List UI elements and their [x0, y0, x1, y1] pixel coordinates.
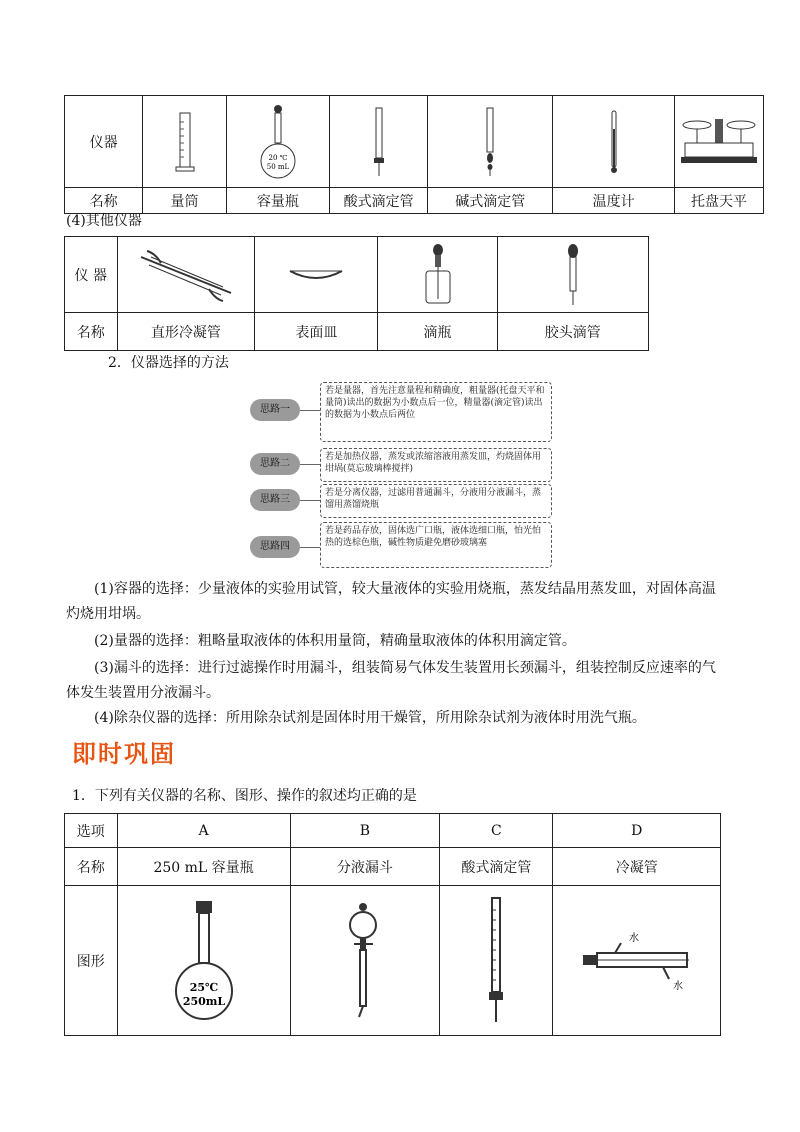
option-name: 冷凝管	[553, 848, 721, 886]
flow-connector	[300, 547, 320, 548]
thermometer-icon	[607, 109, 621, 175]
dropper-bottle-cell	[378, 237, 497, 313]
paragraph-2: (2)量器的选择：粗略量取液体的体积用量筒，精确量取液体的体积用滴定管。	[94, 633, 576, 649]
acid-burette-cell	[330, 96, 428, 188]
flow-connector	[300, 410, 320, 411]
paragraph-1-line-1: (1)容器的选择：少量液体的实验用试管，较大量液体的实验用烧瓶，蒸发结晶用蒸发皿，对固体高温	[94, 581, 716, 597]
flow-label: 思路一	[250, 399, 300, 421]
row-label-figure: 图形	[65, 886, 118, 1036]
option-letter: A	[117, 814, 290, 848]
base-burette-cell	[428, 96, 553, 188]
paragraph-1-line-2: 灼烧用坩埚。	[66, 606, 150, 622]
condenser-icon	[131, 245, 241, 305]
svg-text:25℃: 25℃	[189, 980, 218, 994]
instrument-table-2	[64, 236, 649, 351]
instrument-name: 碱式滴定管	[428, 188, 553, 214]
instrument-name: 量筒	[143, 188, 226, 214]
instrument-name: 温度计	[553, 188, 675, 214]
svg-text:250mL: 250mL	[182, 994, 225, 1008]
question-text: 1．下列有关仪器的名称、图形、操作的叙述均正确的是	[72, 788, 417, 804]
acid-burette-icon	[369, 106, 389, 178]
flow-box: 若是量器，首先注意量程和精确度，粗量器(托盘天平和量筒)读出的数据为小数点后一位，精量器(滴定管)读出的数据为小数点后两位	[320, 382, 552, 442]
volumetric-flask-icon	[169, 899, 239, 1023]
paragraph-3-line-1: (3)漏斗的选择：进行过滤操作时用漏斗，组装简易气体发生装置用长颈漏斗，组装控制反应速率的气	[94, 660, 716, 676]
instrument-name: 胶头滴管	[497, 313, 648, 351]
svg-text:20 ℃: 20 ℃	[268, 153, 288, 162]
graduated-cylinder-icon	[170, 107, 200, 177]
svg-text:水: 水	[628, 932, 639, 944]
question-table	[64, 813, 721, 1036]
paragraph-3-line-2: 体发生装置用分液漏斗。	[66, 685, 220, 701]
option-name: 250 mL 容量瓶	[117, 848, 290, 886]
balance-icon	[679, 115, 759, 169]
row-label-name: 名称	[65, 848, 118, 886]
section2-title: 2．仪器选择的方法	[108, 355, 229, 371]
figure-cell-b	[290, 886, 440, 1036]
option-name: 分液漏斗	[290, 848, 440, 886]
flow-label: 思路四	[250, 536, 300, 558]
watch-glass-icon	[286, 265, 346, 285]
condenser-icon	[577, 921, 697, 1001]
instrument-name: 酸式滴定管	[330, 188, 428, 214]
flow-connector	[300, 464, 320, 465]
dropper-icon	[563, 243, 583, 307]
paragraph-4: (4)除杂仪器的选择：所用除杂试剂是固体时用干燥管，所用除杂试剂为液体时用洗气瓶。	[94, 710, 646, 726]
instrument-name: 托盘天平	[675, 188, 764, 214]
acid-burette-icon	[481, 896, 511, 1026]
dropper-cell	[497, 237, 648, 313]
instrument-name: 容量瓶	[226, 188, 329, 214]
figure-cell-d	[553, 886, 721, 1036]
base-burette-icon	[480, 106, 500, 178]
flow-label: 思路二	[250, 453, 300, 475]
instrument-table-1	[64, 95, 764, 214]
option-name: 酸式滴定管	[440, 848, 553, 886]
section4-title: (4)其他仪器	[66, 213, 142, 229]
row-label-name: 名称	[65, 188, 143, 214]
row-label-name: 名称	[65, 313, 118, 351]
flow-box: 若是分离仪器，过滤用普通漏斗，分液用分液漏斗，蒸馏用蒸馏烧瓶	[320, 484, 552, 518]
row-label-instrument: 仪 器	[65, 237, 118, 313]
figure-cell-a	[117, 886, 290, 1036]
instrument-name: 直形冷凝管	[117, 313, 255, 351]
balance-cell	[675, 96, 764, 188]
graduated-cylinder-cell	[143, 96, 226, 188]
volumetric-flask-cell	[226, 96, 329, 188]
option-letter: C	[440, 814, 553, 848]
figure-cell-c	[440, 886, 553, 1036]
svg-text:50 mL: 50 mL	[266, 162, 290, 171]
row-label-instrument: 仪器	[65, 96, 143, 188]
option-letter: D	[553, 814, 721, 848]
watch-glass-cell	[255, 237, 378, 313]
row-label-option: 选项	[65, 814, 118, 848]
section-banner: 即时巩固	[72, 740, 176, 768]
flow-label: 思路三	[250, 489, 300, 511]
option-letter: B	[290, 814, 440, 848]
flow-box: 若是加热仪器，蒸发或浓缩溶液用蒸发皿，灼烧固体用坩埚(莫忘玻璃棒搅拌)	[320, 448, 552, 482]
instrument-name: 滴瓶	[378, 313, 497, 351]
dropper-bottle-icon	[418, 243, 458, 307]
volumetric-flask-icon	[258, 103, 298, 181]
flow-connector	[300, 500, 320, 501]
separatory-funnel-icon	[345, 901, 385, 1021]
flow-box: 若是药品存放，固体选广口瓶，液体选细口瓶，怕光怕热的选棕色瓶，碱性物质避免磨砂玻璃塞	[320, 522, 552, 568]
svg-text:水: 水	[672, 980, 683, 992]
instrument-name: 表面皿	[255, 313, 378, 351]
condenser-cell	[117, 237, 255, 313]
thermometer-cell	[553, 96, 675, 188]
